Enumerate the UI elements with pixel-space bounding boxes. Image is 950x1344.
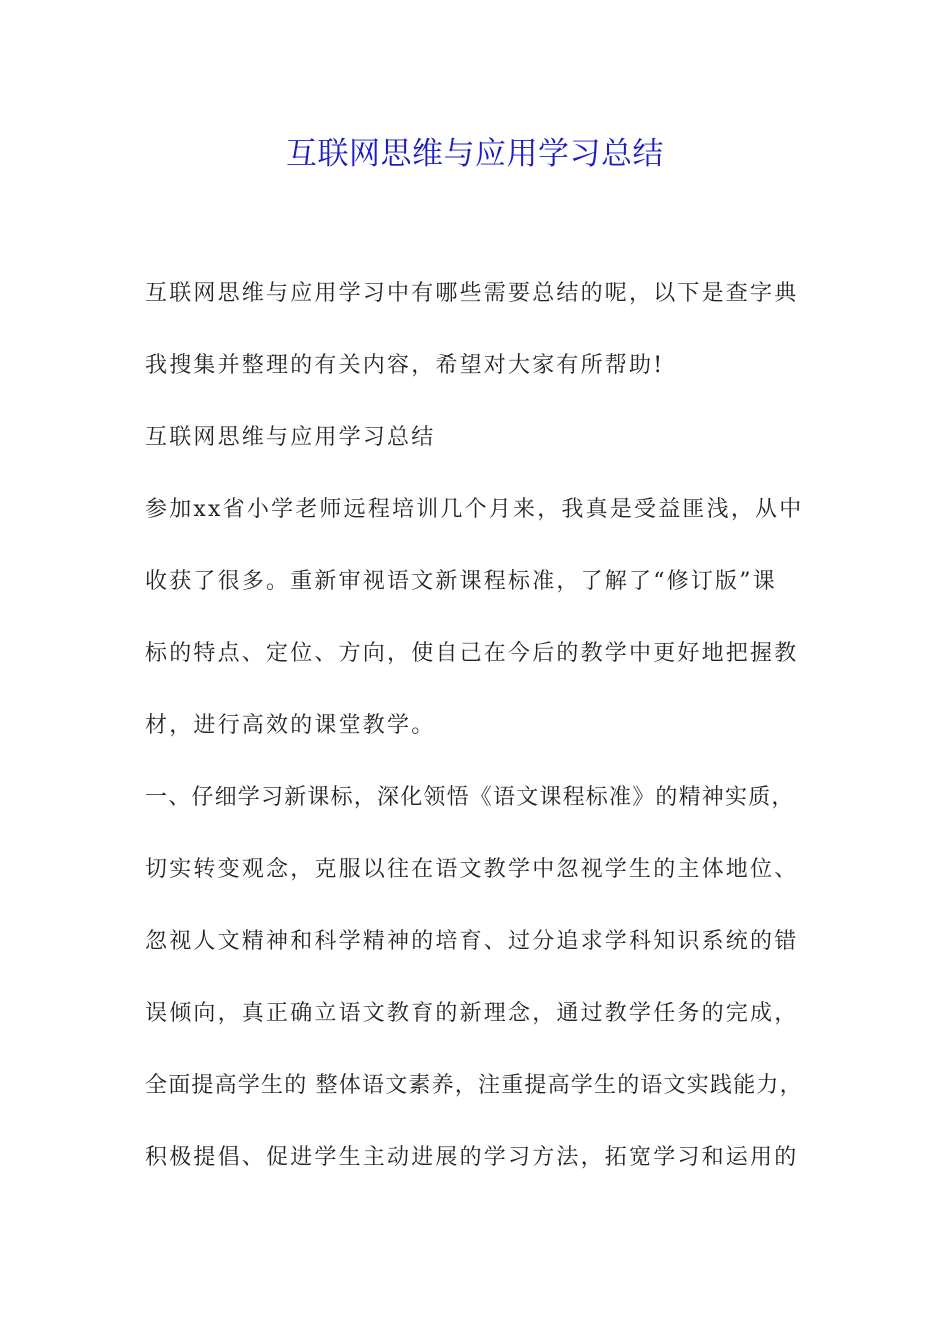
body-line: 误倾向，真正确立语文教育的新理念，通过教学任务的完成， [145,1001,799,1026]
body-line: 一、仔细学习新课标，深化领悟《语文课程标准》的精神实质， [145,785,795,810]
body-line: 参加xx省小学老师远程培训几个月来，我真是受益匪浅，从中 [145,497,804,522]
body-line: 互联网思维与应用学习中有哪些需要总结的呢，以下是查字典 [145,281,799,306]
body-line: 忽视人文精神和科学精神的培育、过分追求学科知识系统的错 [145,929,799,954]
document-body [145,258,835,1194]
body-line: 我搜集并整理的有关内容，希望对大家有所帮助! [145,353,665,378]
body-line: 切实转变观念，克服以往在语文教学中忽视学生的主体地位、 [145,857,799,882]
document-title: 互联网思维与应用学习总结 [286,136,664,172]
body-line: 积极提倡、促进学生主动进展的学习方法，拓宽学习和运用的 [145,1145,799,1170]
section-heading: 互联网思维与应用学习总结 [145,425,436,450]
body-line: 全面提高学生的 整体语文素养，注重提高学生的语文实践能力， [145,1073,803,1098]
body-line: 标的特点、定位、方向，使自己在今后的教学中更好地把握教 [145,641,799,666]
body-line: 材，进行高效的课堂教学。 [145,713,436,738]
body-line: 收获了很多。重新审视语文新课程标准，了解了“修订版”课 [145,569,777,594]
